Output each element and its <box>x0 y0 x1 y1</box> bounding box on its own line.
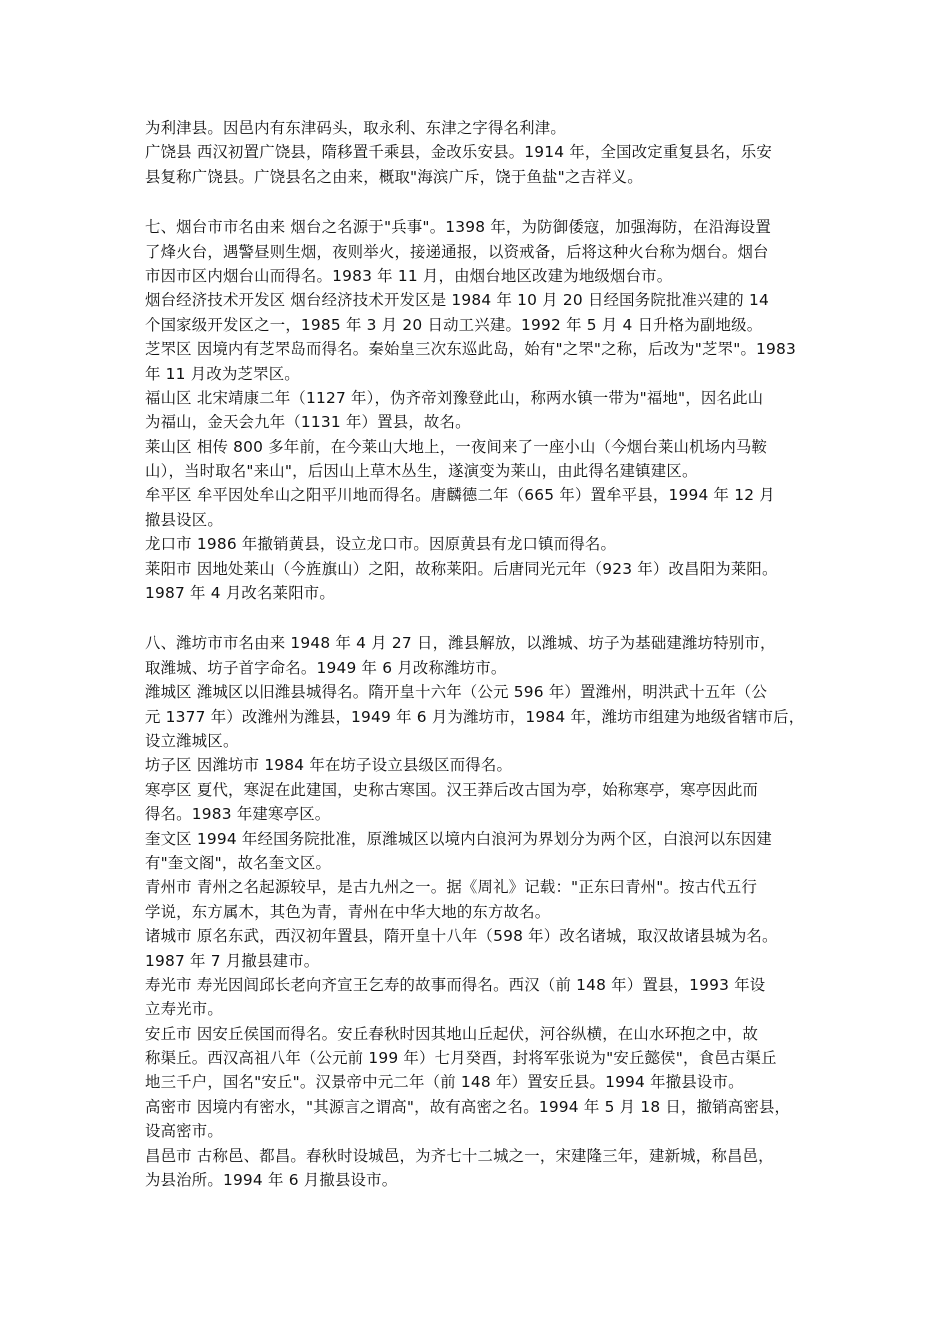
document-body <box>145 116 815 1192</box>
text-line: 了烽火台，遇警昼则生烟，夜则举火，接递通报，以资戒备，后将这种火台称为烟台。烟台 <box>145 242 769 261</box>
text-line: 寒亭区 夏代，寒浞在此建国，史称古寒国。汉王莽后改古国为亭，始称寒亭，寒亭因此而 <box>145 780 759 799</box>
section-gap <box>145 605 815 631</box>
text-line: 年 11 月改为芝罘区。 <box>145 364 300 383</box>
text-line: 牟平区 牟平因处牟山之阳平川地而得名。唐麟德二年（665 年）置牟平县，1994 年 12 月 <box>145 486 775 505</box>
paragraph <box>145 288 815 337</box>
text-line: 元 1377 年）改潍州为潍县，1949 年 6 月为潍坊市，1984 年，潍坊市组建为地级省辖市后， <box>145 707 805 726</box>
text-line: 立寿光市。 <box>145 1000 223 1019</box>
paragraph <box>145 435 815 484</box>
paragraph <box>145 753 815 777</box>
paragraph <box>145 1095 815 1144</box>
text-line: 地三千户，国名"安丘"。汉景帝中元二年（前 148 年）置安丘县。1994 年撤县设市。 <box>145 1073 744 1092</box>
text-line: 青州市 青州之名起源较早，是古九州之一。据《周礼》记载："正东曰青州"。按古代五行 <box>145 878 758 897</box>
paragraph <box>145 557 815 606</box>
paragraph <box>145 875 815 924</box>
text-line: 广饶县 西汉初置广饶县，隋移置千乘县，金改乐安县。1914 年，全国改定重复县名，乐安 <box>145 143 773 162</box>
paragraph <box>145 140 815 189</box>
text-line: 山），当时取名"来山"，后因山上草木丛生，遂演变为莱山，由此得名建镇建区。 <box>145 462 698 481</box>
text-line: 莱山区 相传 800 多年前，在今莱山大地上，一夜间来了一座小山（今烟台莱山机场内马鞍 <box>145 437 768 456</box>
text-line: 取潍城、坊子首字命名。1949 年 6 月改称潍坊市。 <box>145 658 507 677</box>
paragraph <box>145 1022 815 1095</box>
paragraph <box>145 973 815 1022</box>
paragraph <box>145 631 815 680</box>
paragraph <box>145 386 815 435</box>
paragraph <box>145 215 815 288</box>
paragraph <box>145 924 815 973</box>
text-line: 七、烟台市市名由来 烟台之名源于"兵事"。1398 年，为防御倭寇，加强海防，在沿海设置 <box>145 218 771 237</box>
paragraph <box>145 680 815 753</box>
text-line: 芝罘区 因境内有芝罘岛而得名。秦始皇三次东巡此岛，始有"之罘"之称，后改为"芝罘"。1983 <box>145 340 797 359</box>
paragraph <box>145 1144 815 1193</box>
text-line: 1987 年 4 月改名莱阳市。 <box>145 584 335 603</box>
text-line: 市因市区内烟台山而得名。1983 年 11 月，由烟台地区改建为地级烟台市。 <box>145 266 673 285</box>
text-line: 为福山，金天会九年（1131 年）置县，故名。 <box>145 413 471 432</box>
text-line: 八、潍坊市市名由来 1948 年 4 月 27 日，潍县解放，以潍城、坊子为基础建潍坊特别市， <box>145 634 776 653</box>
text-line: 撤县设区。 <box>145 510 223 529</box>
paragraph <box>145 778 815 827</box>
paragraph <box>145 827 815 876</box>
text-line: 1987 年 7 月撤县建市。 <box>145 951 320 970</box>
text-line: 称渠丘。西汉高祖八年（公元前 199 年）七月癸酉，封将军张说为"安丘懿侯"，食邑古渠丘 <box>145 1049 777 1068</box>
section-gap <box>145 189 815 215</box>
text-line: 为县治所。1994 年 6 月撤县设市。 <box>145 1171 398 1190</box>
text-line: 为利津县。因邑内有东津码头，取永利、东津之字得名利津。 <box>145 119 566 137</box>
text-line: 烟台经济技术开发区 烟台经济技术开发区是 1984 年 10 月 20 日经国务院批准兴建的 14 <box>145 291 769 310</box>
text-line: 潍城区 潍城区以旧潍县城得名。隋开皇十六年（公元 596 年）置潍州，明洪武十五年（公 <box>145 683 768 702</box>
text-line: 学说，东方属木，其色为青，青州在中华大地的东方故名。 <box>145 902 551 921</box>
text-line: 有"奎文阁"，故名奎文区。 <box>145 853 332 872</box>
text-line: 个国家级开发区之一，1985 年 3 月 20 日动工兴建。1992 年 5 月 4 日升格为副地级。 <box>145 315 763 334</box>
text-line: 设立潍城区。 <box>145 731 239 750</box>
text-line: 龙口市 1986 年撤销黄县，设立龙口市。因原黄县有龙口镇而得名。 <box>145 535 617 554</box>
text-line: 昌邑市 古称邑、都昌。春秋时设城邑，为齐七十二城之一，宋建隆三年，建新城，称昌邑， <box>145 1146 774 1165</box>
text-line: 县复称广饶县。广饶县名之由来，概取"海滨广斥，饶于鱼盐"之吉祥义。 <box>145 167 643 186</box>
text-line: 高密市 因境内有密水，"其源言之谓高"，故有高密之名。1994 年 5 月 18 日，撤销高密县， <box>145 1097 791 1116</box>
text-line: 诸城市 原名东武，西汉初年置县，隋开皇十八年（598 年）改名诸城，取汉故诸县城为名。 <box>145 927 778 946</box>
paragraph <box>145 483 815 532</box>
text-line: 福山区 北宋靖康二年（1127 年），伪齐帝刘豫登此山，称两水镇一带为"福地"，因名此山 <box>145 388 764 407</box>
text-line: 安丘市 因安丘侯国而得名。安丘春秋时因其地山丘起伏，河谷纵横，在山水环抱之中，故 <box>145 1024 759 1043</box>
paragraph <box>145 532 815 556</box>
text-line: 奎文区 1994 年经国务院批准，原潍城区以境内白浪河为界划分为两个区，白浪河以东因建 <box>145 829 773 848</box>
text-line: 设高密市。 <box>145 1122 223 1141</box>
text-line: 莱阳市 因地处莱山（今旌旗山）之阳，故称莱阳。后唐同光元年（923 年）改昌阳为莱阳。 <box>145 559 778 578</box>
paragraph <box>145 337 815 386</box>
text-line: 得名。1983 年建寒亭区。 <box>145 805 331 824</box>
text-line: 坊子区 因潍坊市 1984 年在坊子设立县级区而得名。 <box>145 756 513 775</box>
text-line: 寿光市 寿光因闾邱长老向齐宣王乞寿的故事而得名。西汉（前 148 年）置县，1993 年设 <box>145 975 766 994</box>
paragraph <box>145 116 815 140</box>
